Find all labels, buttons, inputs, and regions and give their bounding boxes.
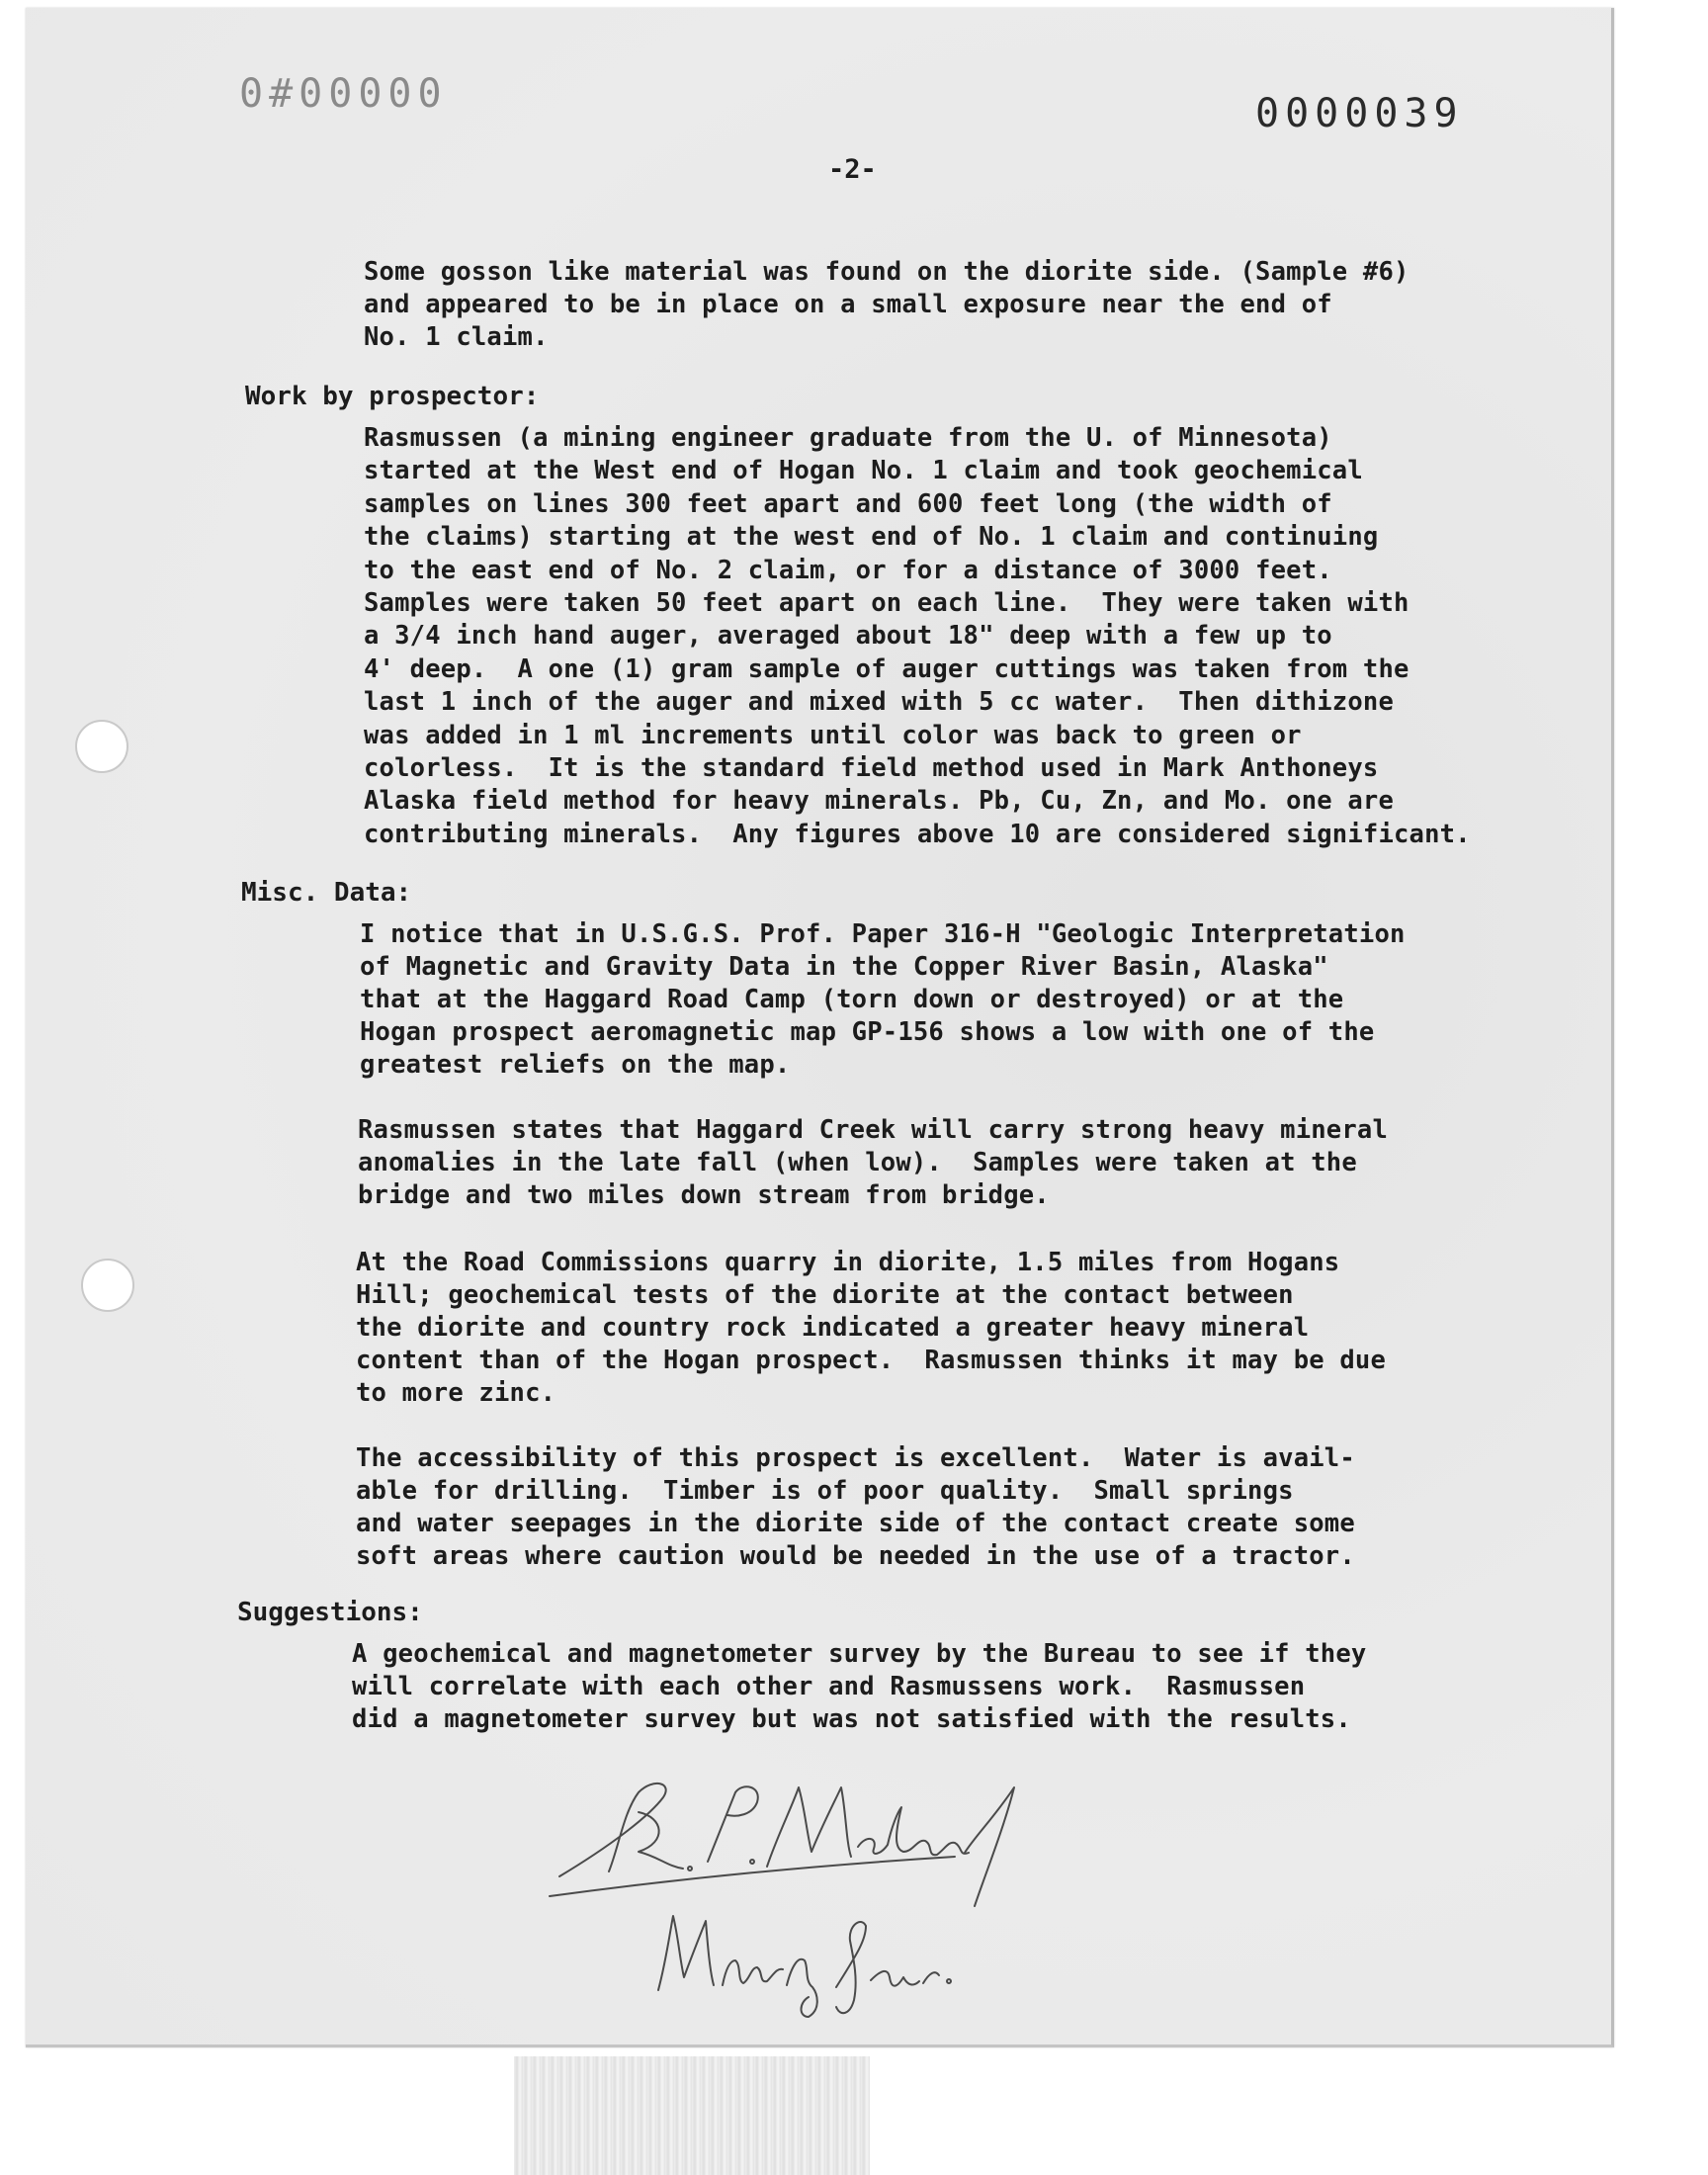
intro-line: Some gosson like material was found on the diorite side. (Sample #6) [364, 257, 1409, 287]
work-line: a 3/4 inch hand auger, averaged about 18" deep with a few up to [364, 621, 1332, 651]
work-line: 4' deep. A one (1) gram sample of auger cuttings was taken from the [364, 654, 1409, 684]
document-stamp-left: 0#00000 [239, 71, 448, 117]
misc-para3-line: At the Road Commissions quarry in diorite, 1.5 miles from Hogans [356, 1248, 1340, 1277]
misc-para1-line: that at the Haggard Road Camp (torn down or destroyed) or at the [360, 985, 1344, 1014]
misc-para4-line: able for drilling. Timber is of poor quality. Small springs [356, 1476, 1294, 1506]
section-heading-work: Work by prospector: [245, 382, 540, 411]
misc-para1-line: I notice that in U.S.G.S. Prof. Paper 316-H "Geologic Interpretation [360, 919, 1406, 949]
work-line: to the east end of No. 2 claim, or for a distance of 3000 feet. [364, 556, 1332, 585]
scan-artifact [514, 2056, 870, 2175]
work-line: Alaska field method for heavy minerals. Pb, Cu, Zn, and Mo. one are [364, 786, 1395, 816]
punch-hole-bottom [81, 1259, 134, 1312]
misc-para4-line: and water seepages in the diorite side of the contact create some [356, 1509, 1355, 1538]
suggestions-line: A geochemical and magnetometer survey by the Bureau to see if they [352, 1639, 1367, 1669]
work-line: samples on lines 300 feet apart and 600 feet long (the width of [364, 489, 1332, 519]
section-heading-misc: Misc. Data: [241, 878, 412, 908]
work-line: started at the West end of Hogan No. 1 claim and took geochemical [364, 456, 1363, 485]
misc-para2-line: bridge and two miles down stream from bridge. [358, 1180, 1050, 1210]
handwritten-signature [540, 1758, 1093, 2025]
intro-line: No. 1 claim. [364, 322, 549, 352]
misc-para3-line: content than of the Hogan prospect. Rasmussen thinks it may be due [356, 1346, 1387, 1375]
misc-para4-line: The accessibility of this prospect is excellent. Water is avail- [356, 1443, 1355, 1473]
misc-para2-line: anomalies in the late fall (when low). Samples were taken at the [358, 1148, 1357, 1177]
section-heading-suggestions: Suggestions: [237, 1598, 423, 1627]
work-line: contributing minerals. Any figures above 10 are considered significant. [364, 820, 1471, 849]
work-line: Rasmussen (a mining engineer graduate from the U. of Minnesota) [364, 423, 1332, 453]
work-line: colorless. It is the standard field method used in Mark Anthoneys [364, 753, 1379, 783]
misc-para1-line: of Magnetic and Gravity Data in the Copper River Basin, Alaska" [360, 952, 1328, 982]
punch-hole-top [75, 720, 128, 773]
work-line: last 1 inch of the auger and mixed with 5 cc water. Then dithizone [364, 687, 1395, 717]
work-line: was added in 1 ml increments until color was back to green or [364, 721, 1302, 750]
work-line: the claims) starting at the west end of No. 1 claim and continuing [364, 522, 1379, 552]
intro-line: and appeared to be in place on a small exposure near the end of [364, 290, 1332, 319]
document-stamp-number: 0000039 [1255, 91, 1464, 136]
work-line: Samples were taken 50 feet apart on each line. They were taken with [364, 588, 1409, 618]
misc-para3-line: Hill; geochemical tests of the diorite at the contact between [356, 1280, 1294, 1310]
misc-para3-line: to more zinc. [356, 1378, 556, 1408]
misc-para2-line: Rasmussen states that Haggard Creek will carry strong heavy mineral [358, 1115, 1389, 1145]
misc-para4-line: soft areas where caution would be needed in the use of a tractor. [356, 1541, 1355, 1571]
page-number: -2- [828, 154, 877, 185]
suggestions-line: will correlate with each other and Rasmussens work. Rasmussen [352, 1672, 1306, 1701]
misc-para1-line: Hogan prospect aeromagnetic map GP-156 shows a low with one of the [360, 1017, 1375, 1047]
document-page [26, 8, 1614, 2047]
misc-para3-line: the diorite and country rock indicated a greater heavy mineral [356, 1313, 1310, 1343]
misc-para1-line: greatest reliefs on the map. [360, 1050, 791, 1080]
suggestions-line: did a magnetometer survey but was not satisfied with the results. [352, 1704, 1351, 1734]
